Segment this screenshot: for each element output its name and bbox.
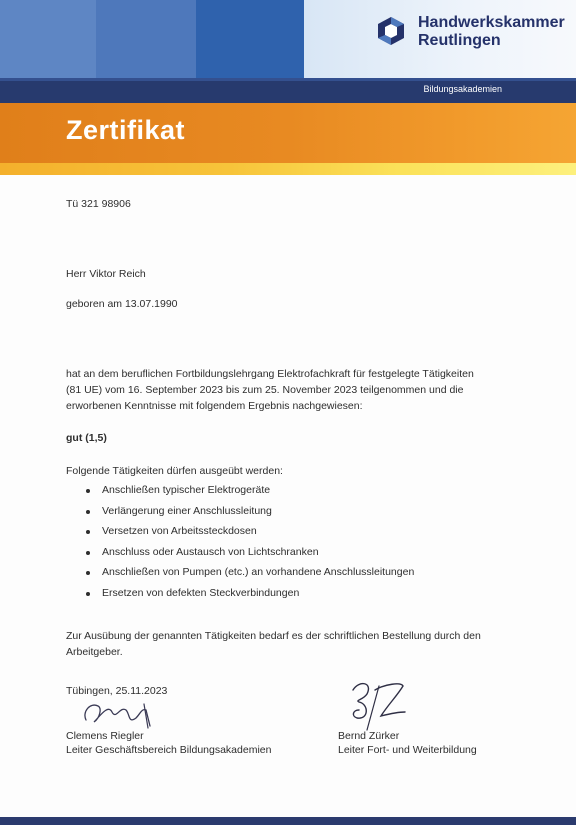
task-label: Versetzen von Arbeitssteckdosen bbox=[102, 525, 257, 537]
list-item bbox=[86, 546, 414, 567]
signature-zuerker-icon bbox=[345, 676, 415, 732]
statement-line: (81 UE) vom 16. September 2023 bis zum 25. November 2023 teilgenommen und die bbox=[66, 384, 464, 396]
birth-date: geboren am 13.07.1990 bbox=[66, 298, 178, 310]
list-item bbox=[86, 587, 414, 608]
certificate-title: Zertifikat bbox=[66, 115, 186, 145]
signatory-1-role: Leiter Geschäftsbereich Bildungsakademien bbox=[66, 744, 272, 756]
bullet-icon bbox=[86, 530, 90, 534]
signature-riegler-icon bbox=[80, 692, 170, 732]
note-line: Zur Ausübung der genannten Tätigkeiten bedarf es der schriftlichen Bestellung durch den bbox=[66, 630, 481, 642]
yellow-band bbox=[0, 163, 576, 175]
list-item bbox=[86, 525, 414, 546]
task-label: Anschluss oder Austausch von Lichtschranken bbox=[102, 545, 319, 558]
chamber-logo-text bbox=[418, 14, 565, 50]
reference-number: Tü 321 98906 bbox=[66, 198, 131, 210]
department-label: Bildungsakademien bbox=[423, 84, 502, 94]
bullet-icon bbox=[86, 571, 90, 575]
bullet-icon bbox=[86, 510, 90, 514]
org-name-line1: Handwerkskammer bbox=[418, 14, 565, 31]
result-grade: gut (1,5) bbox=[66, 432, 107, 444]
employer-note bbox=[66, 628, 506, 660]
task-label: Anschließen typischer Elektrogeräte bbox=[102, 484, 271, 496]
course-statement bbox=[66, 366, 506, 414]
task-label: Ersetzen von defekten Steckverbindungen bbox=[102, 586, 300, 599]
footer-band bbox=[0, 817, 576, 825]
recipient-name: Herr Viktor Reich bbox=[66, 268, 146, 280]
signatory-2-name: Bernd Zürker bbox=[338, 730, 400, 742]
chamber-logo-icon bbox=[374, 14, 408, 48]
list-item bbox=[86, 505, 414, 526]
tasks-intro: Folgende Tätigkeiten dürfen ausgeübt werden: bbox=[66, 465, 283, 477]
list-item bbox=[86, 566, 414, 587]
note-line: Arbeitgeber. bbox=[66, 646, 123, 658]
header-blue-block-2 bbox=[96, 0, 196, 78]
navy-band-stripe bbox=[0, 78, 576, 81]
bullet-icon bbox=[86, 551, 90, 555]
signatory-2-role: Leiter Fort- und Weiterbildung bbox=[338, 744, 477, 756]
header-blue-block-1 bbox=[0, 0, 96, 78]
statement-line: erworbenen Kenntnisse mit folgendem Ergebnis nachgewiesen: bbox=[66, 400, 363, 412]
list-item bbox=[86, 484, 414, 505]
task-label: Verlängerung einer Anschlussleitung bbox=[102, 504, 272, 517]
bullet-icon bbox=[86, 592, 90, 596]
bullet-icon bbox=[86, 489, 90, 493]
org-name-line2: Reutlingen bbox=[418, 32, 501, 49]
place-date: Tübingen, 25.11.2023 bbox=[66, 685, 168, 697]
statement-line: hat an dem beruflichen Fortbildungslehrgang Elektrofachkraft für festgelegte Tätigkeiten bbox=[66, 368, 474, 380]
task-list bbox=[86, 484, 414, 607]
header-blue-block-3 bbox=[196, 0, 304, 78]
signatory-1-name: Clemens Riegler bbox=[66, 730, 144, 742]
task-label: Anschließen von Pumpen (etc.) an vorhandene Anschlussleitungen bbox=[102, 566, 415, 578]
